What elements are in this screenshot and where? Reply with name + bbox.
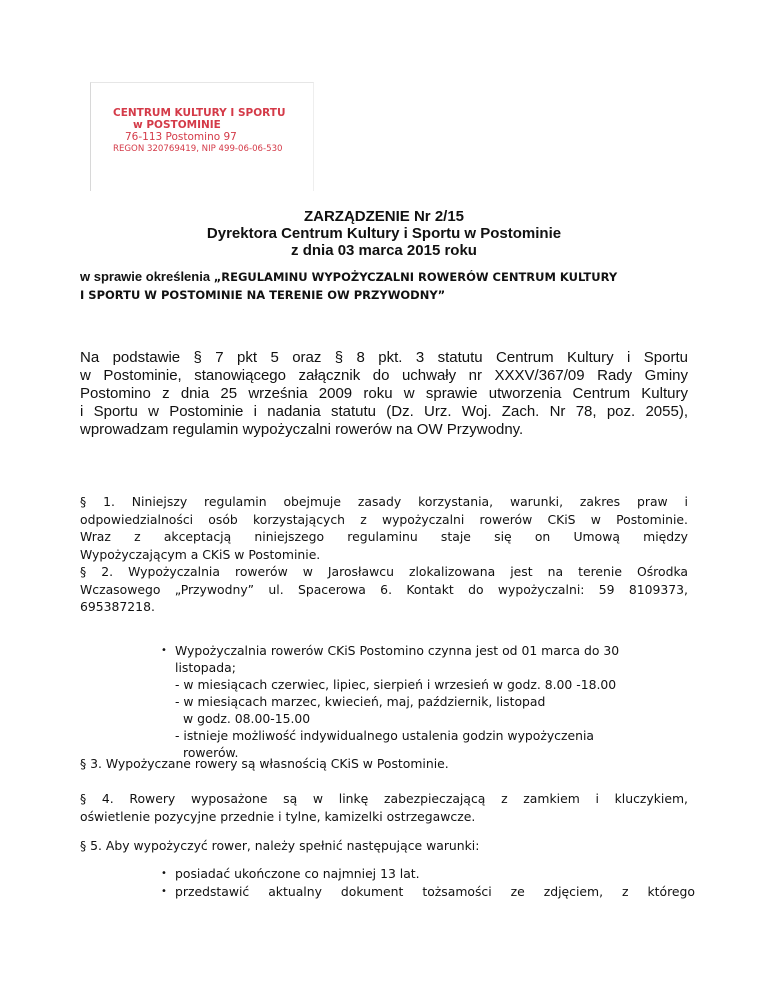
hours-line-4: - w miesiącach marzec, kwiecień, maj, październik, listopad	[175, 694, 546, 709]
stamp-line-1: CENTRUM KULTURY I SPORTU	[113, 107, 286, 119]
basis-line-3: Postomino z dnia 25 września 2009 roku w sprawie utworzenia Centrum Kultury	[80, 385, 688, 402]
legal-basis-paragraph	[80, 349, 688, 439]
subject-regulation-name: „REGULAMINU WYPOŻYCZALNI ROWERÓW CENTRUM KULTURY	[213, 270, 618, 284]
s1-line-3: Wraz z akceptacją niniejszego regulaminu staje się on Umową między	[80, 529, 688, 544]
s1-line-4: Wypożyczającym a CKiS w Postominie.	[80, 546, 321, 562]
section-5-intro: § 5. Aby wypożyczyć rower, należy spełnić następujące warunki:	[80, 838, 480, 853]
condition-id-document: przedstawić aktualny dokument tożsamości ze zdjęciem, z którego	[175, 884, 695, 899]
hours-line-2: listopada;	[175, 660, 236, 675]
institution-stamp	[90, 82, 314, 191]
s4-line-2: oświetlenie pozycyjne przednie i tylne, kamizelki ostrzegawcze.	[80, 808, 476, 824]
stamp-line-4: REGON 320769419, NIP 499-06-06-530	[113, 144, 283, 154]
hours-line-3: - w miesiącach czerwiec, lipiec, sierpień i wrzesień w godz. 8.00 -18.00	[175, 677, 617, 692]
hours-line-5: w godz. 08.00-15.00	[183, 711, 311, 726]
s2-line-2: Wczasowego „Przywodny” ul. Spacerowa 6. Kontakt do wypożyczalni: 59 8109373,	[80, 581, 688, 597]
subject-prefix: w sprawie określenia	[80, 269, 214, 284]
basis-line-4: i Sportu w Postominie i nadania statutu (Dz. Urz. Woj. Zach. Nr 78, poz. 2055),	[80, 403, 688, 420]
section-4-paragraph	[80, 790, 688, 825]
hours-line-1: Wypożyczalnia rowerów CKiS Postomino czynna jest od 01 marca do 30	[175, 643, 620, 658]
condition-list-item	[161, 865, 695, 882]
condition-age: posiadać ukończone co najmniej 13 lat.	[175, 866, 420, 881]
opening-hours-list-item	[161, 642, 695, 761]
stamp-line-2: w POSTOMINIE	[133, 119, 221, 131]
s1-line-1: § 1. Niniejszy regulamin obejmuje zasady korzystania, warunki, zakres praw i	[80, 494, 688, 509]
section-3-paragraph: § 3. Wypożyczane rowery są własnością CKiS w Postominie.	[80, 756, 449, 771]
subject-line-2: I SPORTU W POSTOMINIE NA TERENIE OW PRZYWODNY”	[80, 288, 446, 302]
document-title: ZARZĄDZENIE Nr 2/15	[303, 208, 465, 225]
stamp-text	[113, 107, 303, 155]
document-subject	[80, 268, 690, 304]
bullet-icon: •	[161, 886, 167, 897]
bullet-icon: •	[161, 868, 167, 879]
s4-line-1: § 4. Rowery wyposażone są w linkę zabezpieczającą z zamkiem i kluczykiem,	[80, 791, 688, 806]
bullet-icon: •	[161, 645, 167, 656]
s1-line-2: odpowiedzialności osób korzystających z wypożyczalni rowerów CKiS w Postominie.	[80, 511, 688, 527]
hours-line-7: rowerów.	[183, 745, 239, 760]
s2-line-1: § 2. Wypożyczalnia rowerów w Jarosławcu zlokalizowana jest na terenie Ośrodka	[80, 564, 688, 579]
document-date: z dnia 03 marca 2015 roku	[291, 242, 477, 259]
basis-line-2: w Postominie, stanowiącego załącznik do uchwały nr XXXV/367/09 Rady Gminy	[80, 367, 688, 384]
s2-line-3: 695387218.	[80, 599, 155, 614]
stamp-line-3: 76-113 Postomino 97	[125, 131, 237, 143]
document-issuer: Dyrektora Centrum Kultury i Sportu w Postominie	[206, 225, 562, 242]
basis-line-1: Na podstawie § 7 pkt 5 oraz § 8 pkt. 3 statutu Centrum Kultury i Sportu	[80, 349, 688, 366]
section-1-paragraph	[80, 493, 688, 563]
subject-line-1	[80, 268, 690, 286]
hours-line-6: - istnieje możliwość indywidualnego ustalenia godzin wypożyczenia	[175, 728, 595, 743]
basis-line-5: wprowadzam regulamin wypożyczalni rowerów na OW Przywodny.	[80, 421, 524, 438]
section-2-paragraph	[80, 563, 688, 616]
condition-list-item	[161, 883, 695, 900]
